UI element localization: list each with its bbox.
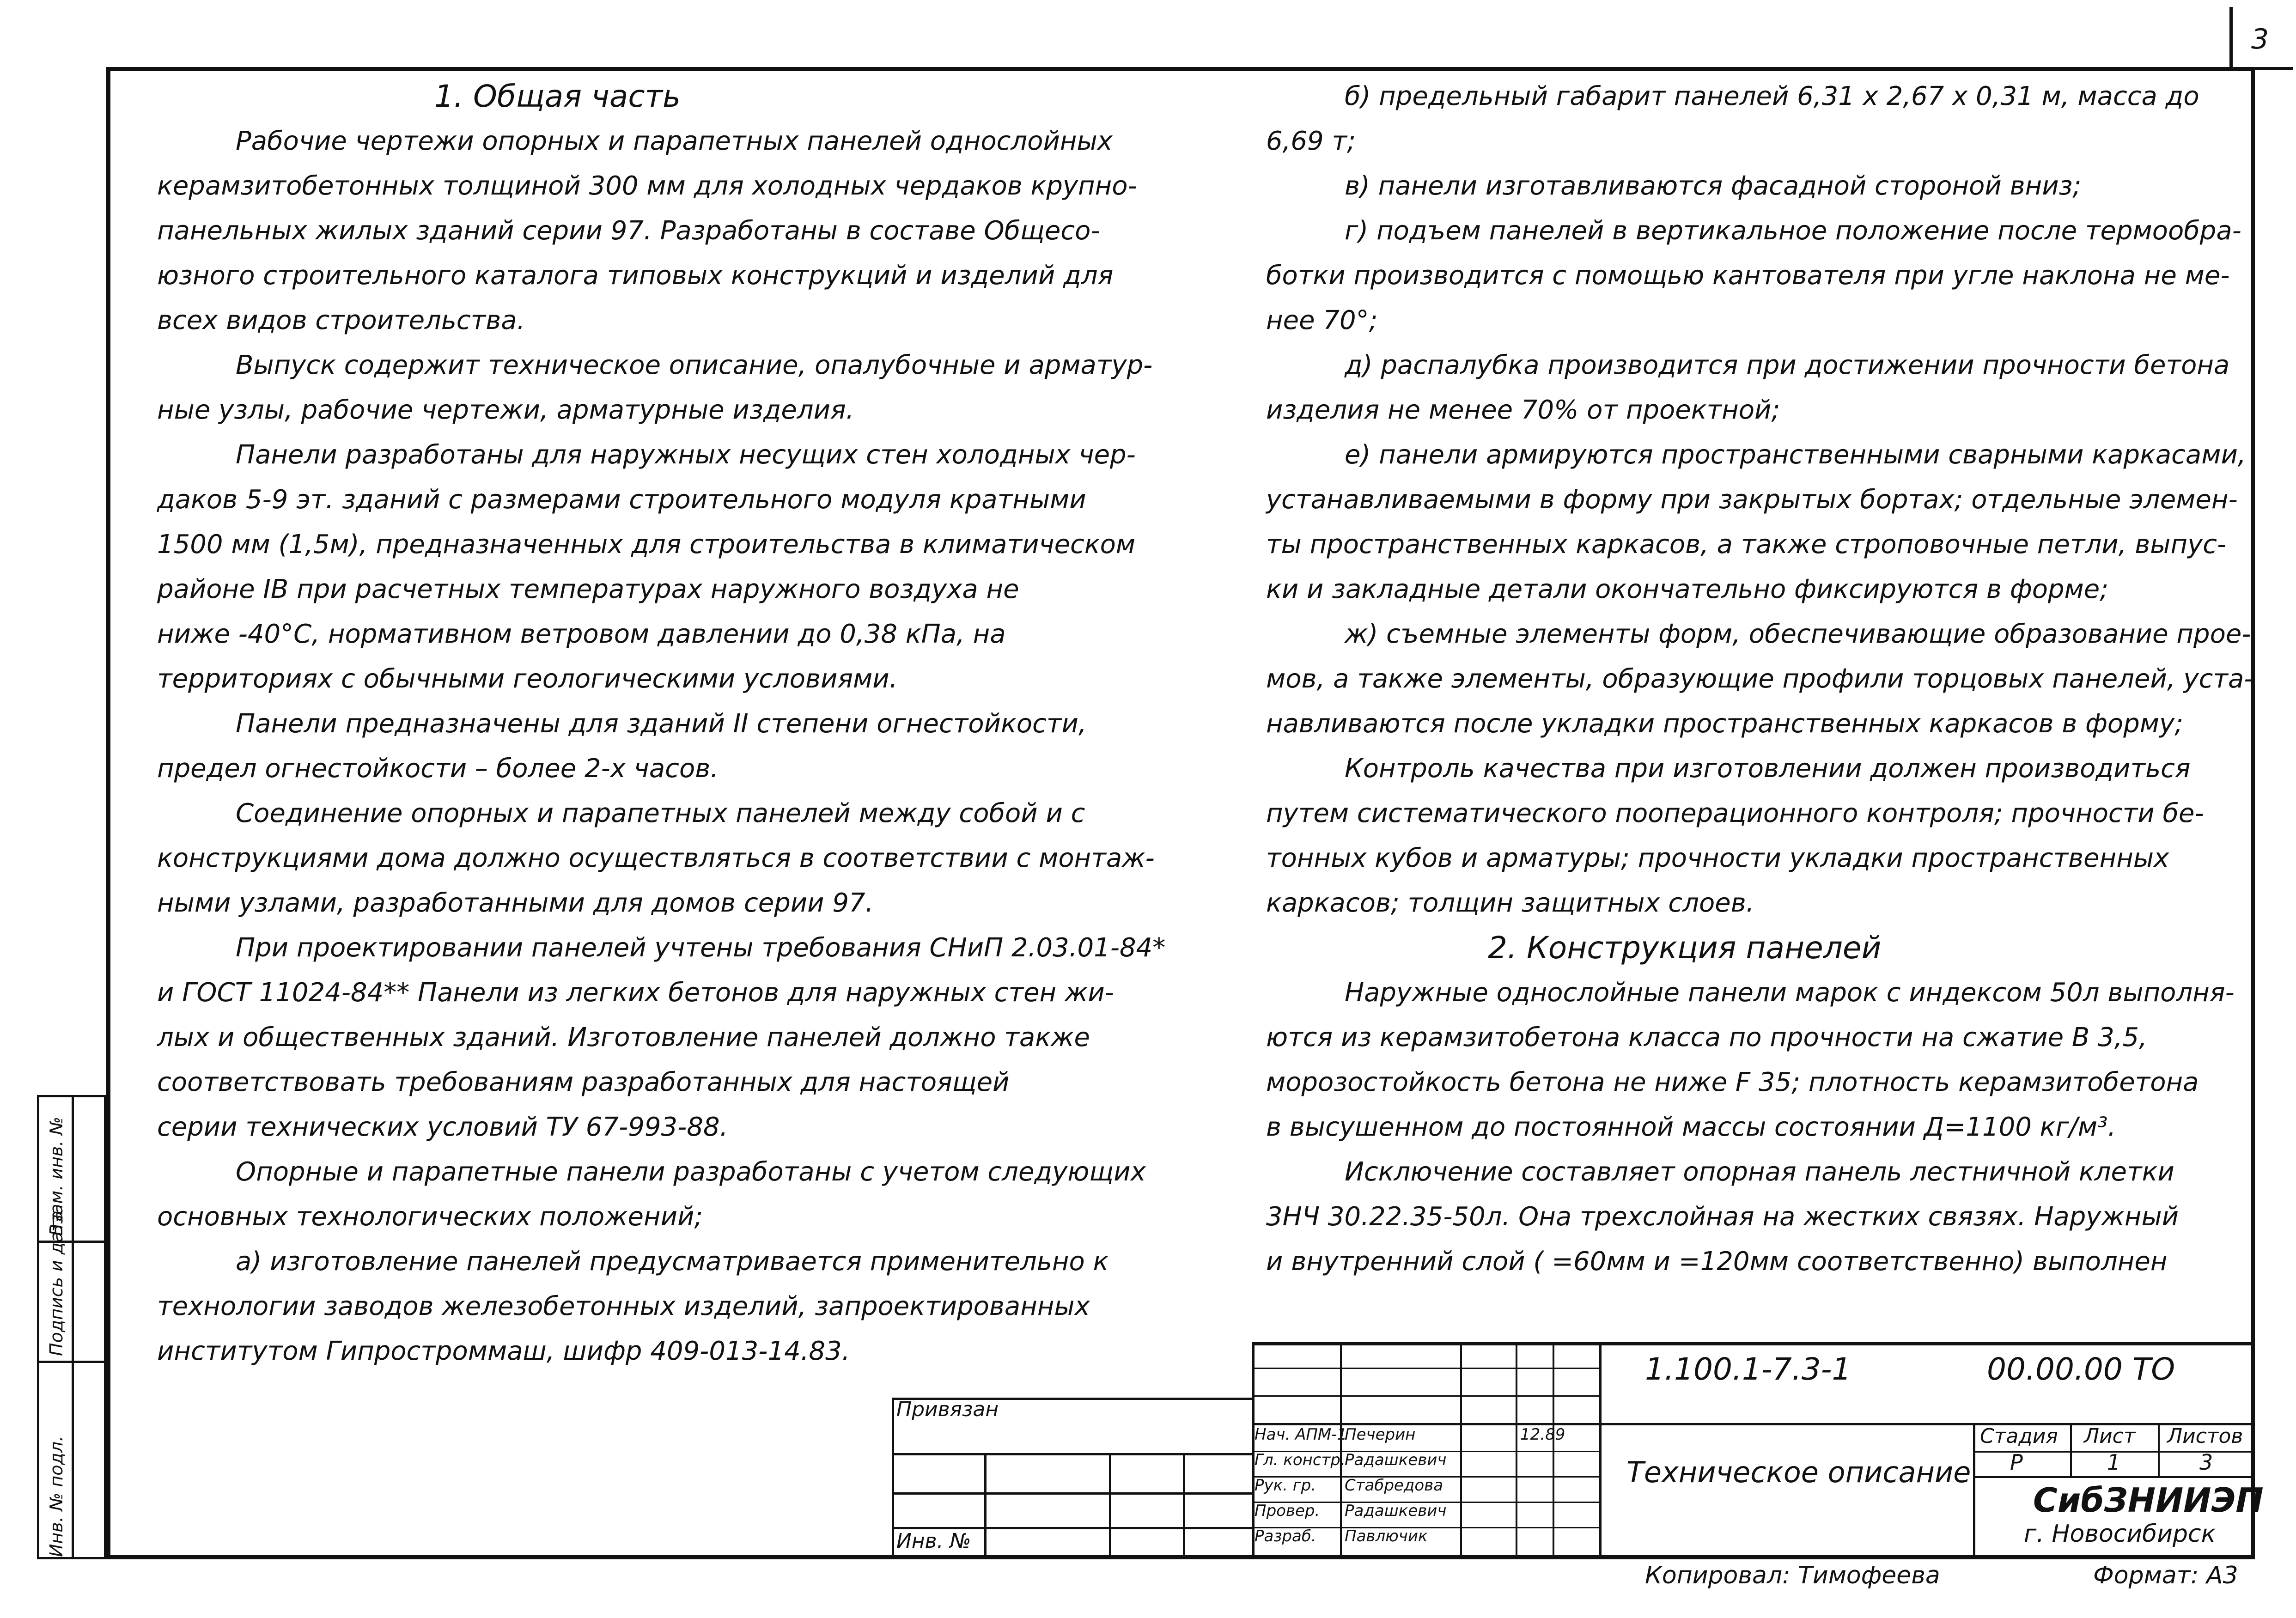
text-line: изделия не менее 70% от проектной; <box>1266 395 1780 425</box>
text-line: в) панели изготавливаются фасадной стороной вниз; <box>1345 171 2082 201</box>
text-line: Контроль качества при изготовлении должен производиться <box>1345 754 2191 784</box>
left-column <box>157 74 1165 1374</box>
text-line: ниже -40°С, нормативном ветровом давлении до 0,38 кПа, на <box>157 619 1006 649</box>
text-line: 6,69 т; <box>1266 126 1356 156</box>
right-column <box>1266 74 2253 1284</box>
sheets-header: Листов <box>2167 1424 2243 1448</box>
stage-value: Р <box>2010 1450 2023 1475</box>
org-name: СибЗНИИЭП <box>2033 1481 2264 1520</box>
text-line: в высушенном до постоянной массы состоянии Д=1100 кг/м³. <box>1266 1112 2116 1142</box>
text-line: Исключение составляет опорная панель лестничной клетки <box>1345 1157 2174 1187</box>
text-line: а) изготовление панелей предусматривается применительно к <box>236 1247 1109 1277</box>
text-line: ты пространственных каркасов, а также строповочные петли, выпус- <box>1266 529 2227 560</box>
text-line: ботки производится с помощью кантователя при угле наклона не ме- <box>1266 261 2230 291</box>
text-line: устанавливаемыми в форму при закрытых бортах; отдельные элемен- <box>1266 485 2238 515</box>
text-line: ные узлы, рабочие чертежи, арматурные изделия. <box>157 395 854 425</box>
format-label: Формат: А3 <box>2093 1562 2238 1589</box>
text-line: 3НЧ 30.22.35-50л. Она трехслойная на жестких связях. Наружный <box>1266 1202 2179 1232</box>
text-line: технологии заводов железобетонных изделий, запроектированных <box>157 1291 1090 1321</box>
text-line: Рабочие чертежи опорных и парапетных панелей однослойных <box>236 126 1113 156</box>
text-line: ки и закладные детали окончательно фиксируются в форме; <box>1266 574 2109 604</box>
stage-header: Стадия <box>1980 1424 2058 1448</box>
text-line: всех видов строительства. <box>157 305 525 335</box>
sheet-value: 1 <box>2107 1450 2121 1475</box>
org-city: г. Новосибирск <box>2024 1520 2216 1548</box>
text-line: 1500 мм (1,5м), предназначенных для строительства в климатическом <box>157 529 1136 560</box>
section2-text <box>1266 970 2253 1284</box>
text-line: Выпуск содержит техническое описание, опалубочные и арматур- <box>236 350 1153 380</box>
text-line: Панели предназначены для зданий II степени огнестойкости, <box>236 709 1087 739</box>
signature-name: Павлючик <box>1345 1527 1428 1545</box>
text-line: территориях с обычными геологическими условиями. <box>157 664 898 694</box>
privyazan-label: Привязан <box>896 1398 999 1421</box>
text-line: ж) съемные элементы форм, обеспечивающие образование прое- <box>1345 619 2251 649</box>
text-line: панельных жилых зданий серии 97. Разработаны в составе Общесо- <box>157 216 1100 246</box>
sheets-value: 3 <box>2199 1450 2213 1475</box>
text-line: ются из керамзитобетона класса по прочности на сжатие В 3,5, <box>1266 1022 2147 1052</box>
text-line: каркасов; толщин защитных слоев. <box>1266 888 1754 918</box>
sheet-number-box <box>2229 7 2293 70</box>
inv-no-label: Инв. № <box>896 1529 971 1553</box>
signature-role: Рук. гр. <box>1255 1476 1316 1495</box>
signature-name: Печерин <box>1345 1425 1416 1444</box>
text-line: морозостойкость бетона не ниже F 35; плотность керамзитобетона <box>1266 1067 2199 1097</box>
text-line: При проектировании панелей учтены требования СНиП 2.03.01-84* <box>236 933 1166 963</box>
text-line: Панели разработаны для наружных несущих стен холодных чер- <box>236 440 1136 470</box>
text-line: б) предельный габарит панелей 6,31 х 2,67 х 0,31 м, масса до <box>1345 81 2199 111</box>
text-line: Наружные однослойные панели марок с индексом 50л выполня- <box>1345 978 2235 1008</box>
text-line: мов, а также элементы, образующие профили торцовых панелей, уста- <box>1266 664 2253 694</box>
text-line: конструкциями дома должно осуществляться в соответствии с монтаж- <box>157 843 1155 873</box>
margin-vzam-inv: Взам. инв. № <box>46 1116 67 1236</box>
text-line: районе IВ при расчетных температурах наружного воздуха не <box>157 574 1019 604</box>
doc-code: 1.100.1-7.3-1 <box>1645 1351 1851 1387</box>
text-line: институтом Гипростроммаш, шифр 409-013-14.83. <box>157 1336 850 1366</box>
section1-heading: 1. Общая часть <box>434 79 681 114</box>
text-line: Опорные и парапетные панели разработаны с учетом следующих <box>236 1157 1146 1187</box>
text-line: основных технологических положений; <box>157 1202 703 1232</box>
section2-heading: 2. Конструкция панелей <box>1488 930 1882 966</box>
margin-strip <box>37 1095 106 1559</box>
sheet-number: 3 <box>2251 23 2269 55</box>
text-line: Соединение опорных и парапетных панелей между собой и с <box>236 798 1085 828</box>
text-line: и ГОСТ 11024-84** Панели из легких бетонов для наружных стен жи- <box>157 978 1114 1008</box>
text-line: предел огнестойкости – более 2-х часов. <box>157 754 719 784</box>
doc-number: 00.00.00 ТО <box>1987 1351 2175 1387</box>
text-line: д) распалубка производится при достижении прочности бетона <box>1345 350 2230 380</box>
text-line: даков 5-9 эт. зданий с размерами строительного модуля кратными <box>157 485 1086 515</box>
text-line: серии технических условий ТУ 67-993-88. <box>157 1112 728 1142</box>
signature-role: Нач. АПМ-1 <box>1255 1425 1347 1444</box>
text-line: путем систематического пооперационного контроля; прочности бе- <box>1266 798 2204 828</box>
signature-name: Стабредова <box>1345 1476 1443 1495</box>
text-line: ными узлами, разработанными для домов серии 97. <box>157 888 874 918</box>
text-line: керамзитобетонных толщиной 300 мм для холодных чердаков крупно- <box>157 171 1137 201</box>
signature-role: Разраб. <box>1255 1527 1316 1545</box>
date-value: 12.89 <box>1520 1425 1565 1444</box>
text-line: тонных кубов и арматуры; прочности укладки пространственных <box>1266 843 2169 873</box>
doc-title: Техническое описание <box>1626 1455 1971 1489</box>
signature-role: Гл. констр. <box>1255 1451 1346 1469</box>
section1-continued-text <box>1266 74 2253 925</box>
text-line: лых и общественных зданий. Изготовление панелей должно также <box>157 1022 1090 1052</box>
text-line: навливаются после укладки пространственных каркасов в форму; <box>1266 709 2183 739</box>
margin-podpis-data: Подпись и дата <box>46 1210 67 1356</box>
signature-name: Радашкевич <box>1345 1451 1447 1469</box>
text-line: соответствовать требованиям разработанных для настоящей <box>157 1067 1010 1097</box>
text-line: юзного строительного каталога типовых конструкций и изделий для <box>157 261 1114 291</box>
signature-role: Провер. <box>1255 1502 1320 1520</box>
text-line: нее 70°; <box>1266 305 1378 335</box>
margin-inv-podl: Инв. № подл. <box>46 1436 67 1557</box>
copied-by: Копировал: Тимофеева <box>1645 1562 1940 1589</box>
section1-text <box>157 119 1165 1374</box>
text-line: и внутренний слой ( =60мм и =120мм соответственно) выполнен <box>1266 1247 2168 1277</box>
sheet-header: Лист <box>2084 1424 2136 1448</box>
text-line: г) подъем панелей в вертикальное положение после термообра- <box>1345 216 2241 246</box>
signature-name: Радашкевич <box>1345 1502 1447 1520</box>
text-line: е) панели армируются пространственными сварными каркасами, <box>1345 440 2246 470</box>
